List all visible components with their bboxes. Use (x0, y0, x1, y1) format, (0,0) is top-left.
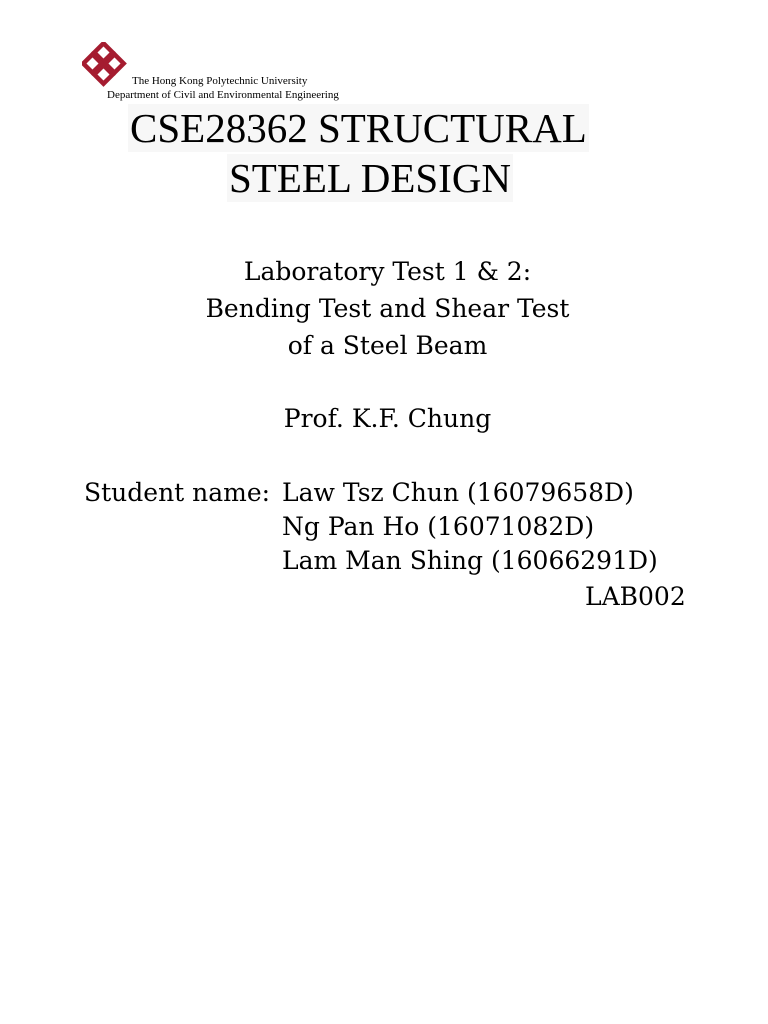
department-name: Department of Civil and Environmental Engineering (107, 89, 339, 101)
lab-title-line-2: Bending Test and Shear Test (205, 294, 570, 323)
lab-title-line-3: of a Steel Beam (287, 331, 488, 360)
student-name-1: Law Tsz Chun (16079658D) (282, 478, 634, 507)
course-title-line-1: CSE28362 STRUCTURAL (130, 105, 587, 151)
lab-title-line-1: Laboratory Test 1 & 2: (243, 257, 532, 286)
course-title-line-2: STEEL DESIGN (229, 155, 512, 201)
university-name: The Hong Kong Polytechnic University (132, 75, 308, 87)
student-name-3: Lam Man Shing (16066291D) (282, 546, 658, 575)
lab-group-code: LAB002 (585, 582, 686, 611)
student-name-2: Ng Pan Ho (16071082D) (282, 512, 595, 541)
professor-name: Prof. K.F. Chung (283, 404, 492, 433)
polyu-logo-icon (82, 42, 130, 88)
student-name-label: Student name: (84, 478, 271, 507)
